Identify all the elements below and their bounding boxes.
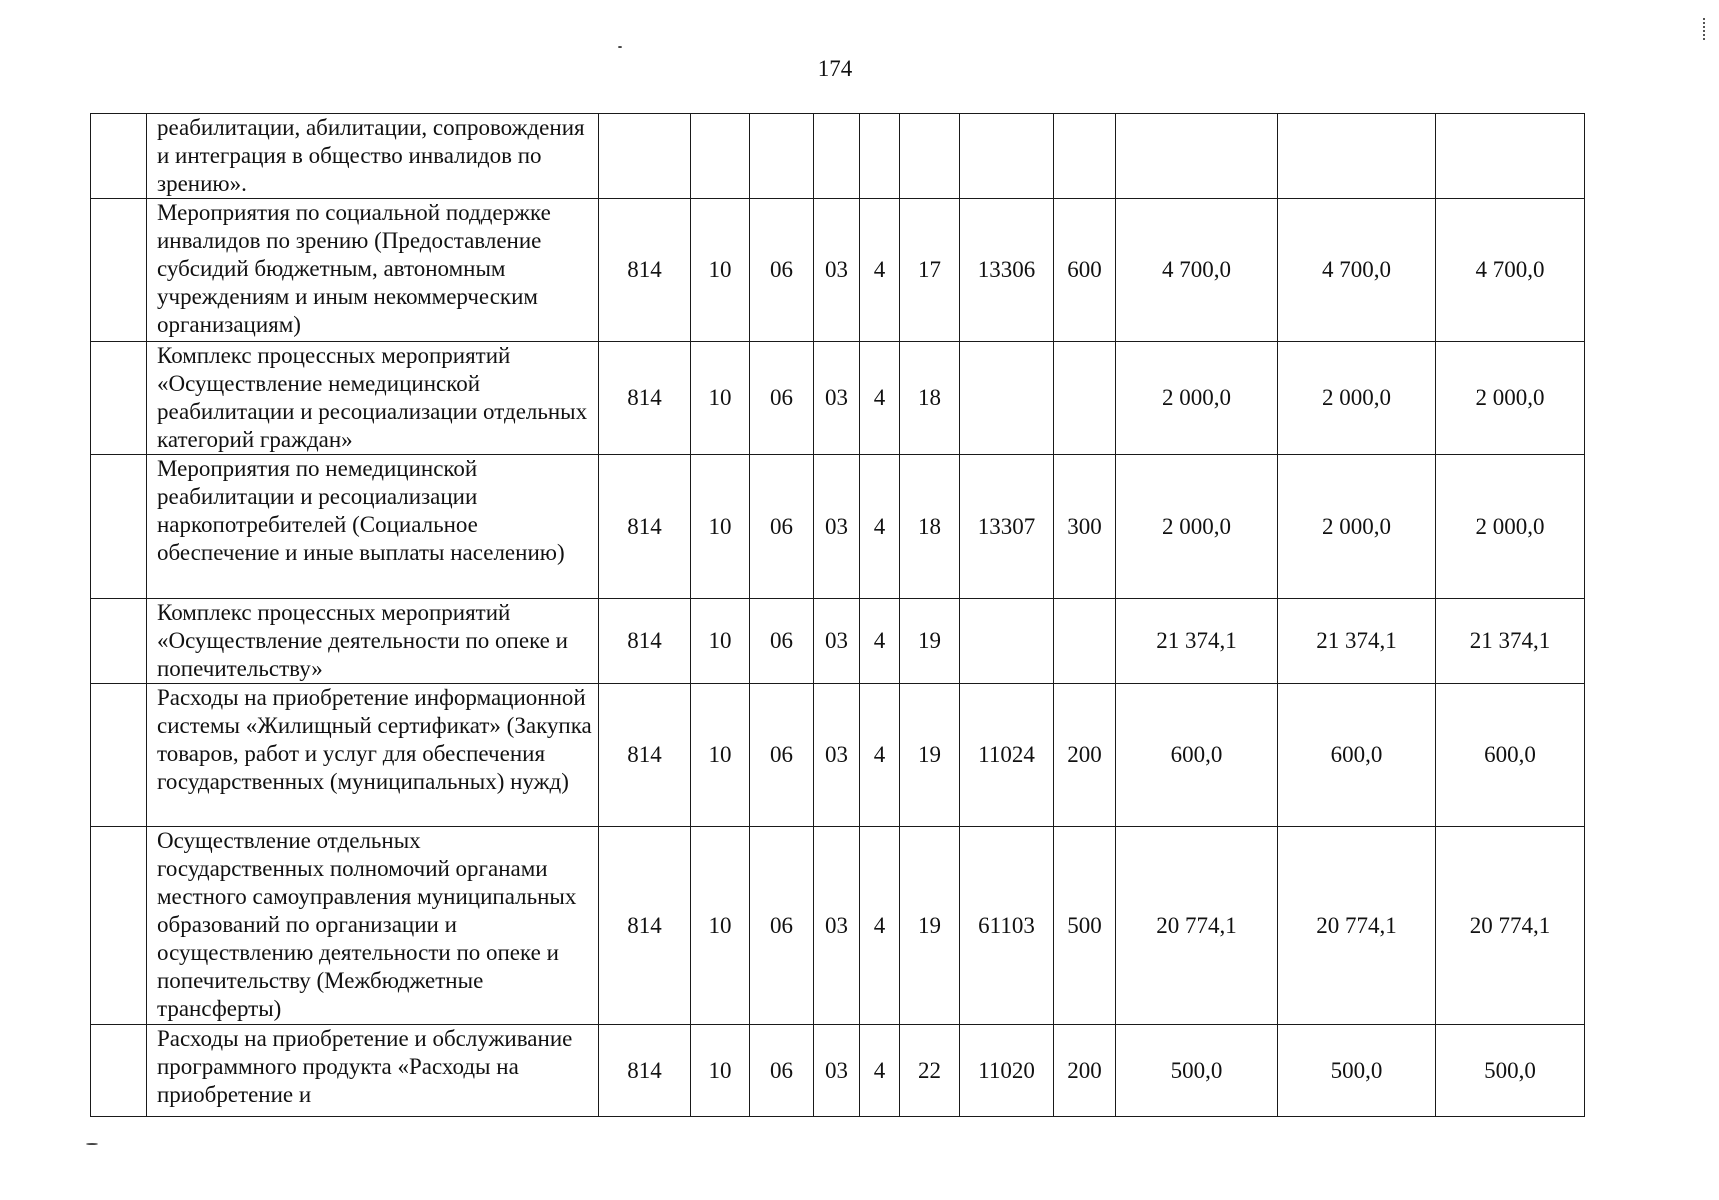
ved-code-cell: 814: [599, 342, 691, 455]
sum-year-1-cell: 4 700,0: [1116, 199, 1278, 342]
sum-year-3-cell: 2 000,0: [1436, 342, 1585, 455]
sum-year-2-cell: 21 374,1: [1278, 599, 1436, 684]
row-number-cell: [91, 342, 147, 455]
page-number: 174: [817, 56, 853, 81]
sum-year-2-cell: [1278, 114, 1436, 199]
sum-year-2-cell: 20 774,1: [1278, 827, 1436, 1025]
target-code-2-cell: 4: [860, 684, 900, 827]
target-code-1-cell: 03: [814, 827, 860, 1025]
subsection-code-cell: 06: [750, 827, 814, 1025]
target-code-3-cell: 19: [900, 827, 960, 1025]
target-code-1-cell: 03: [814, 599, 860, 684]
description-cell: Расходы на приобретение и обслуживание программного продукта «Расходы на приобретение и: [147, 1025, 599, 1117]
section-code-cell: 10: [691, 599, 750, 684]
sum-year-3-cell: 500,0: [1436, 1025, 1585, 1117]
table-row: [91, 342, 1585, 455]
ved-code-cell: 814: [599, 455, 691, 599]
expense-type-code-cell: 200: [1054, 1025, 1116, 1117]
target-code-4-cell: [960, 342, 1054, 455]
section-code-cell: 10: [691, 342, 750, 455]
sum-year-2-cell: 500,0: [1278, 1025, 1436, 1117]
sum-year-3-cell: 21 374,1: [1436, 599, 1585, 684]
expense-type-code-cell: [1054, 114, 1116, 199]
subsection-code-cell: 06: [750, 342, 814, 455]
target-code-3-cell: 17: [900, 199, 960, 342]
sum-year-1-cell: 600,0: [1116, 684, 1278, 827]
target-code-2-cell: 4: [860, 199, 900, 342]
target-code-3-cell: 18: [900, 342, 960, 455]
section-code-cell: 10: [691, 1025, 750, 1117]
section-code-cell: [691, 114, 750, 199]
row-number-cell: [91, 827, 147, 1025]
sum-year-1-cell: [1116, 114, 1278, 199]
table-row: [91, 827, 1585, 1025]
sum-year-2-cell: 2 000,0: [1278, 342, 1436, 455]
target-code-3-cell: 18: [900, 455, 960, 599]
subsection-code-cell: 06: [750, 199, 814, 342]
table-row: [91, 599, 1585, 684]
table-row: [91, 455, 1585, 599]
description-cell: Мероприятия по немедицинской реабилитации и ресоциализации наркопотребителей (Социальное обеспечение и иные выплаты населению): [147, 455, 599, 599]
target-code-4-cell: 11020: [960, 1025, 1054, 1117]
target-code-4-cell: 11024: [960, 684, 1054, 827]
target-code-1-cell: 03: [814, 342, 860, 455]
expense-type-code-cell: 500: [1054, 827, 1116, 1025]
sum-year-3-cell: 600,0: [1436, 684, 1585, 827]
section-code-cell: 10: [691, 199, 750, 342]
ved-code-cell: 814: [599, 1025, 691, 1117]
target-code-4-cell: 13306: [960, 199, 1054, 342]
target-code-1-cell: 03: [814, 1025, 860, 1117]
sum-year-3-cell: 2 000,0: [1436, 455, 1585, 599]
table-body: [91, 114, 1585, 1117]
ved-code-cell: 814: [599, 684, 691, 827]
scan-edge-mark: [1703, 18, 1707, 40]
target-code-4-cell: 13307: [960, 455, 1054, 599]
row-number-cell: [91, 599, 147, 684]
expense-type-code-cell: 200: [1054, 684, 1116, 827]
target-code-2-cell: 4: [860, 827, 900, 1025]
target-code-2-cell: [860, 114, 900, 199]
target-code-1-cell: [814, 114, 860, 199]
target-code-4-cell: 61103: [960, 827, 1054, 1025]
target-code-3-cell: [900, 114, 960, 199]
target-code-3-cell: 19: [900, 684, 960, 827]
expense-type-code-cell: 600: [1054, 199, 1116, 342]
sum-year-2-cell: 2 000,0: [1278, 455, 1436, 599]
expense-type-code-cell: [1054, 342, 1116, 455]
target-code-3-cell: 19: [900, 599, 960, 684]
row-number-cell: [91, 114, 147, 199]
row-number-cell: [91, 1025, 147, 1117]
target-code-4-cell: [960, 599, 1054, 684]
subsection-code-cell: 06: [750, 684, 814, 827]
target-code-1-cell: 03: [814, 199, 860, 342]
sum-year-3-cell: 4 700,0: [1436, 199, 1585, 342]
description-cell: Комплекс процессных мероприятий «Осуществление деятельности по опеке и попечительству»: [147, 599, 599, 684]
target-code-1-cell: 03: [814, 455, 860, 599]
expense-type-code-cell: 300: [1054, 455, 1116, 599]
sum-year-2-cell: 600,0: [1278, 684, 1436, 827]
subsection-code-cell: 06: [750, 1025, 814, 1117]
ved-code-cell: [599, 114, 691, 199]
budget-table: [90, 113, 1585, 1117]
expense-type-code-cell: [1054, 599, 1116, 684]
scan-speck: [86, 1143, 98, 1145]
sum-year-1-cell: 2 000,0: [1116, 342, 1278, 455]
description-cell: Осуществление отдельных государственных полномочий органами местного самоуправления муниципальных образований по организации и осуществлению деятельности по опеке и попечительству (Межбюджетные трансферты): [147, 827, 599, 1025]
ved-code-cell: 814: [599, 827, 691, 1025]
table-row: [91, 1025, 1585, 1117]
ved-code-cell: 814: [599, 199, 691, 342]
table-row: [91, 684, 1585, 827]
description-cell: Расходы на приобретение информационной системы «Жилищный сертификат» (Закупка товаров, работ и услуг для обеспечения государственных (муниципальных) нужд): [147, 684, 599, 827]
description-cell: реабилитации, абилитации, сопровождения и интеграция в общество инвалидов по зрению».: [147, 114, 599, 199]
sum-year-3-cell: 20 774,1: [1436, 827, 1585, 1025]
target-code-2-cell: 4: [860, 599, 900, 684]
scan-speck: [618, 46, 622, 48]
subsection-code-cell: 06: [750, 599, 814, 684]
target-code-3-cell: 22: [900, 1025, 960, 1117]
section-code-cell: 10: [691, 827, 750, 1025]
table-row: [91, 114, 1585, 199]
row-number-cell: [91, 684, 147, 827]
section-code-cell: 10: [691, 684, 750, 827]
description-cell: Комплекс процессных мероприятий «Осуществление немедицинской реабилитации и ресоциализации отдельных категорий граждан»: [147, 342, 599, 455]
table-row: [91, 199, 1585, 342]
section-code-cell: 10: [691, 455, 750, 599]
row-number-cell: [91, 199, 147, 342]
sum-year-1-cell: 2 000,0: [1116, 455, 1278, 599]
target-code-4-cell: [960, 114, 1054, 199]
target-code-2-cell: 4: [860, 455, 900, 599]
sum-year-3-cell: [1436, 114, 1585, 199]
target-code-1-cell: 03: [814, 684, 860, 827]
row-number-cell: [91, 455, 147, 599]
sum-year-1-cell: 20 774,1: [1116, 827, 1278, 1025]
target-code-2-cell: 4: [860, 342, 900, 455]
ved-code-cell: 814: [599, 599, 691, 684]
target-code-2-cell: 4: [860, 1025, 900, 1117]
sum-year-1-cell: 21 374,1: [1116, 599, 1278, 684]
subsection-code-cell: 06: [750, 455, 814, 599]
sum-year-1-cell: 500,0: [1116, 1025, 1278, 1117]
description-cell: Мероприятия по социальной поддержке инвалидов по зрению (Предоставление субсидий бюджетным, автономным учреждениям и иным некоммерческим организациям): [147, 199, 599, 342]
subsection-code-cell: [750, 114, 814, 199]
sum-year-2-cell: 4 700,0: [1278, 199, 1436, 342]
